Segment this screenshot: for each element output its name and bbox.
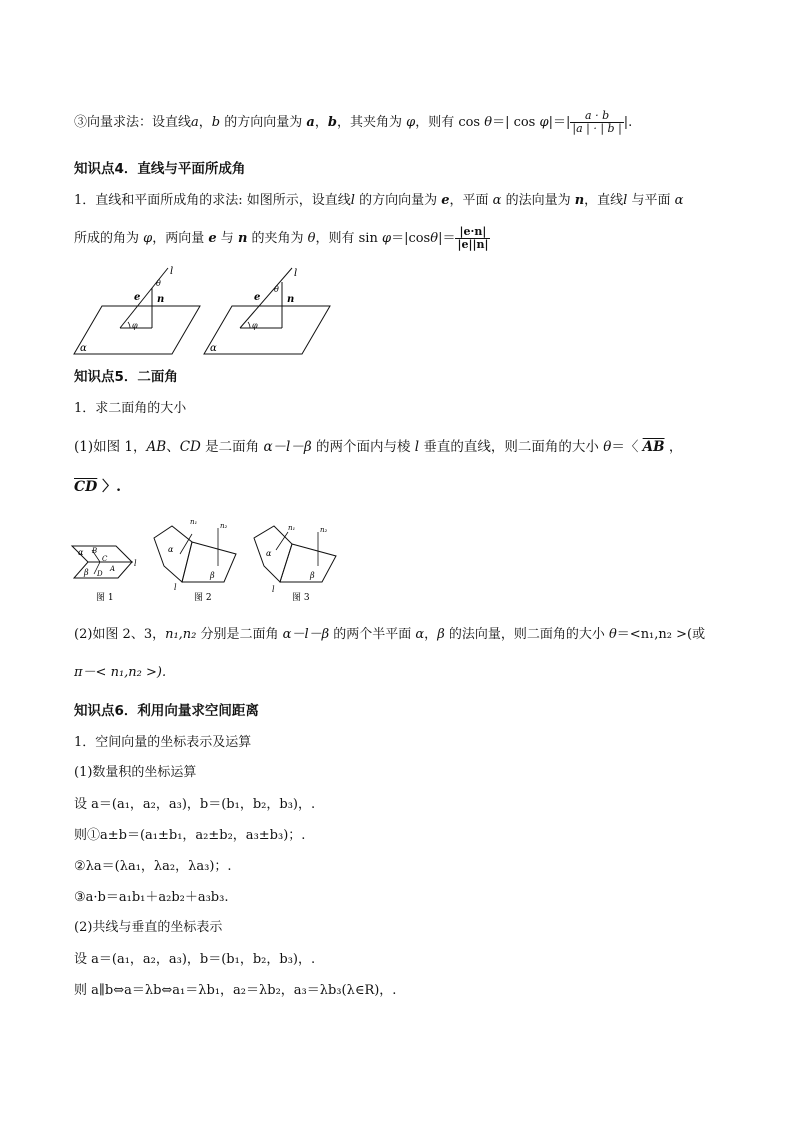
fraction-numerator: a · b	[570, 110, 623, 123]
text-run: ，两向量	[152, 231, 209, 246]
text-run: ，	[314, 115, 328, 130]
paragraph-4-1	[74, 192, 683, 210]
paragraph-6-8: 设 a＝(a₁，a₂，a₃)，b＝(b₁，b₂，b₃)，.	[74, 952, 316, 967]
figure-dihedral-1	[70, 524, 142, 606]
section-title-5: 知识点5．二面角	[74, 369, 178, 385]
vec-n: n	[574, 193, 585, 208]
paragraph-6-7: (2)共线与垂直的坐标表示	[74, 920, 223, 935]
var-phi: φ	[381, 231, 392, 246]
text-run: ＝〈	[611, 439, 643, 455]
label-l: l	[134, 559, 137, 568]
label-e: e	[254, 292, 261, 303]
paragraph-6-4: 则①a±b＝(a₁±b₁，a₂±b₂，a₃±b₃)；.	[74, 828, 306, 843]
text-run: ＝| cos	[492, 115, 540, 130]
vec-n: n	[237, 231, 248, 246]
vector-method-line	[74, 110, 632, 135]
label-theta: θ	[274, 285, 279, 294]
var-a: a	[191, 115, 199, 130]
label-phi: φ	[132, 321, 138, 330]
text-run: ，直线	[584, 193, 624, 208]
label-c: C	[102, 555, 108, 563]
paragraph-6-1: 1．空间向量的坐标表示及运算	[74, 735, 252, 750]
vec-ab: $\overline{AB}$	[642, 439, 665, 455]
text-run: 〉.	[97, 479, 122, 495]
paragraph-5-4	[74, 626, 705, 644]
text-run: |＝|	[548, 115, 571, 130]
label-beta: β	[210, 571, 215, 580]
var-l: l	[414, 439, 420, 455]
text-run: 所成的角为	[74, 231, 144, 246]
text-run: ＝|cos	[391, 231, 431, 246]
label-l: l	[272, 585, 275, 594]
figure-caption: 图 3	[292, 593, 310, 603]
vec-e: e	[208, 231, 217, 246]
text-run: 分别是二面角	[196, 627, 283, 642]
paragraph-6-5: ②λa＝(λa₁，λa₂，λa₃)；.	[74, 859, 232, 874]
var-alpha: α	[415, 627, 425, 642]
text-run: 与	[216, 231, 238, 246]
vec-e: e	[441, 193, 450, 208]
text-run: |.	[623, 115, 633, 130]
text-run: ，	[198, 115, 212, 130]
text-run: (1)如图 1，	[74, 439, 147, 455]
var-theta: θ	[608, 627, 617, 642]
half-plane-alpha	[154, 526, 192, 582]
label-n: n	[287, 294, 295, 305]
label-n1: n₁	[288, 524, 296, 532]
dihedral-expr: α－l－β	[282, 627, 330, 642]
figure-svg	[148, 514, 244, 606]
text-run: 垂直的直线，则二面角的大小	[419, 439, 604, 455]
half-plane-beta	[182, 542, 236, 582]
paragraph-5-3	[74, 478, 121, 496]
angle-phi-arc	[128, 322, 130, 328]
sin-fraction	[455, 226, 490, 251]
var-theta: θ	[307, 231, 316, 246]
var-alpha: α	[492, 193, 502, 208]
label-alpha: α	[78, 548, 84, 557]
paragraph-6-6: ③a·b＝a₁b₁＋a₂b₂＋a₃b₃.	[74, 890, 229, 905]
section-title-6: 知识点6．利用向量求空间距离	[74, 703, 259, 719]
fraction-numerator: |e·n|	[455, 226, 490, 239]
label-l: l	[170, 266, 174, 277]
text-run: 是二面角	[200, 439, 264, 455]
var-phi: φ	[539, 115, 549, 130]
text-run: ＝<n₁,n₂ >(或	[616, 627, 706, 642]
text-run: ，则有 cos	[415, 115, 485, 130]
plane-alpha	[74, 306, 200, 354]
paragraph-6-3: 设 a＝(a₁，a₂，a₃)，b＝(b₁，b₂，b₃)，.	[74, 797, 316, 812]
plane-alpha	[204, 306, 330, 354]
label-l: l	[294, 268, 298, 279]
figure-dihedral-3	[248, 516, 344, 606]
label-alpha: α	[266, 549, 272, 558]
text-run: 、	[166, 439, 180, 455]
vec-b: b	[327, 115, 337, 130]
figure-svg	[72, 262, 202, 358]
line-l	[240, 268, 295, 328]
paragraph-5-5: π－< n₁,n₂ >).	[74, 665, 167, 680]
vec-a: a	[306, 115, 315, 130]
text-run: 1．直线和平面所成角的求法: 如图所示，设直线	[74, 193, 351, 208]
var-l: l	[350, 193, 355, 208]
text-run: (2)如图 2、3，	[74, 627, 166, 642]
var-alpha: α	[674, 193, 684, 208]
figure-line-plane-1	[72, 262, 202, 358]
text-run: |＝	[438, 231, 456, 246]
fraction-denominator: |a | · | b |	[572, 122, 622, 135]
text-run: ，则有 sin	[315, 231, 382, 246]
figure-svg	[70, 524, 142, 606]
dihedral-expr: α－l－β	[263, 439, 312, 455]
label-a: A	[110, 565, 116, 573]
var-theta: θ	[603, 439, 612, 455]
label-beta: β	[310, 571, 315, 580]
text-run: 的方向向量为	[220, 115, 307, 130]
fraction-denominator: |e||n|	[457, 238, 489, 251]
figure-svg	[202, 262, 332, 358]
var-beta: β	[437, 627, 445, 642]
label-beta: β	[84, 568, 89, 577]
label-alpha: α	[168, 545, 174, 554]
paragraph-6-2: (1)数量积的坐标运算	[74, 765, 197, 780]
label-e: e	[134, 292, 141, 303]
label-n2: n₂	[320, 526, 328, 534]
text-run: ，平面	[449, 193, 493, 208]
half-plane-beta	[280, 544, 336, 582]
paragraph-4-2	[74, 226, 490, 251]
figure-line-plane-2	[202, 262, 332, 358]
text-run: 与平面	[627, 193, 675, 208]
figure-caption: 图 1	[96, 593, 114, 603]
var-b: b	[211, 115, 221, 130]
label-alpha: α	[210, 343, 217, 354]
cos-fraction	[570, 110, 623, 135]
label-n: n	[157, 294, 165, 305]
section-title-4: 知识点4．直线与平面所成角	[74, 161, 246, 177]
var-theta: θ	[430, 231, 439, 246]
paragraph-5-2	[74, 438, 682, 456]
text-run: 的方向向量为	[354, 193, 442, 208]
text-run: 的法向量为	[501, 193, 575, 208]
vec-cd: $\overline{CD}$	[74, 479, 98, 495]
text-run: 的法向量，则二面角的大小	[444, 627, 609, 642]
text-run: ，	[664, 439, 683, 455]
label-phi: φ	[252, 321, 258, 330]
angle-phi-arc	[248, 322, 250, 328]
text-run: ，	[424, 627, 438, 642]
var-l: l	[623, 193, 628, 208]
figure-caption: 图 2	[194, 593, 212, 603]
var-n1-n2: n₁,n₂	[165, 627, 197, 642]
var-cd: CD	[179, 439, 201, 455]
label-alpha: α	[80, 343, 87, 354]
label-n2: n₂	[220, 522, 228, 530]
label-n1: n₁	[190, 518, 198, 526]
label-b: B	[92, 547, 98, 555]
var-phi: φ	[406, 115, 416, 130]
text-run: ，其夹角为	[336, 115, 407, 130]
paragraph-5-1: 1．求二面角的大小	[74, 401, 187, 416]
figure-dihedral-2	[148, 514, 244, 606]
text-run: ③向量求法：设直线	[74, 115, 192, 130]
var-theta: θ	[484, 115, 493, 130]
text-run: 的两个半平面	[329, 627, 416, 642]
label-l: l	[174, 583, 177, 592]
paragraph-6-9: 则 a∥b⇔a＝λb⇔a₁＝λb₁，a₂＝λb₂，a₃＝λb₃(λ∈R)，.	[74, 983, 397, 998]
label-theta: θ	[156, 279, 161, 288]
var-phi: φ	[143, 231, 153, 246]
half-plane-beta	[74, 562, 132, 578]
figure-svg	[248, 516, 344, 606]
var-ab: AB	[146, 439, 167, 455]
text-run: 的夹角为	[247, 231, 308, 246]
text-run: 的两个面内与棱	[311, 439, 415, 455]
label-d: D	[97, 570, 103, 578]
